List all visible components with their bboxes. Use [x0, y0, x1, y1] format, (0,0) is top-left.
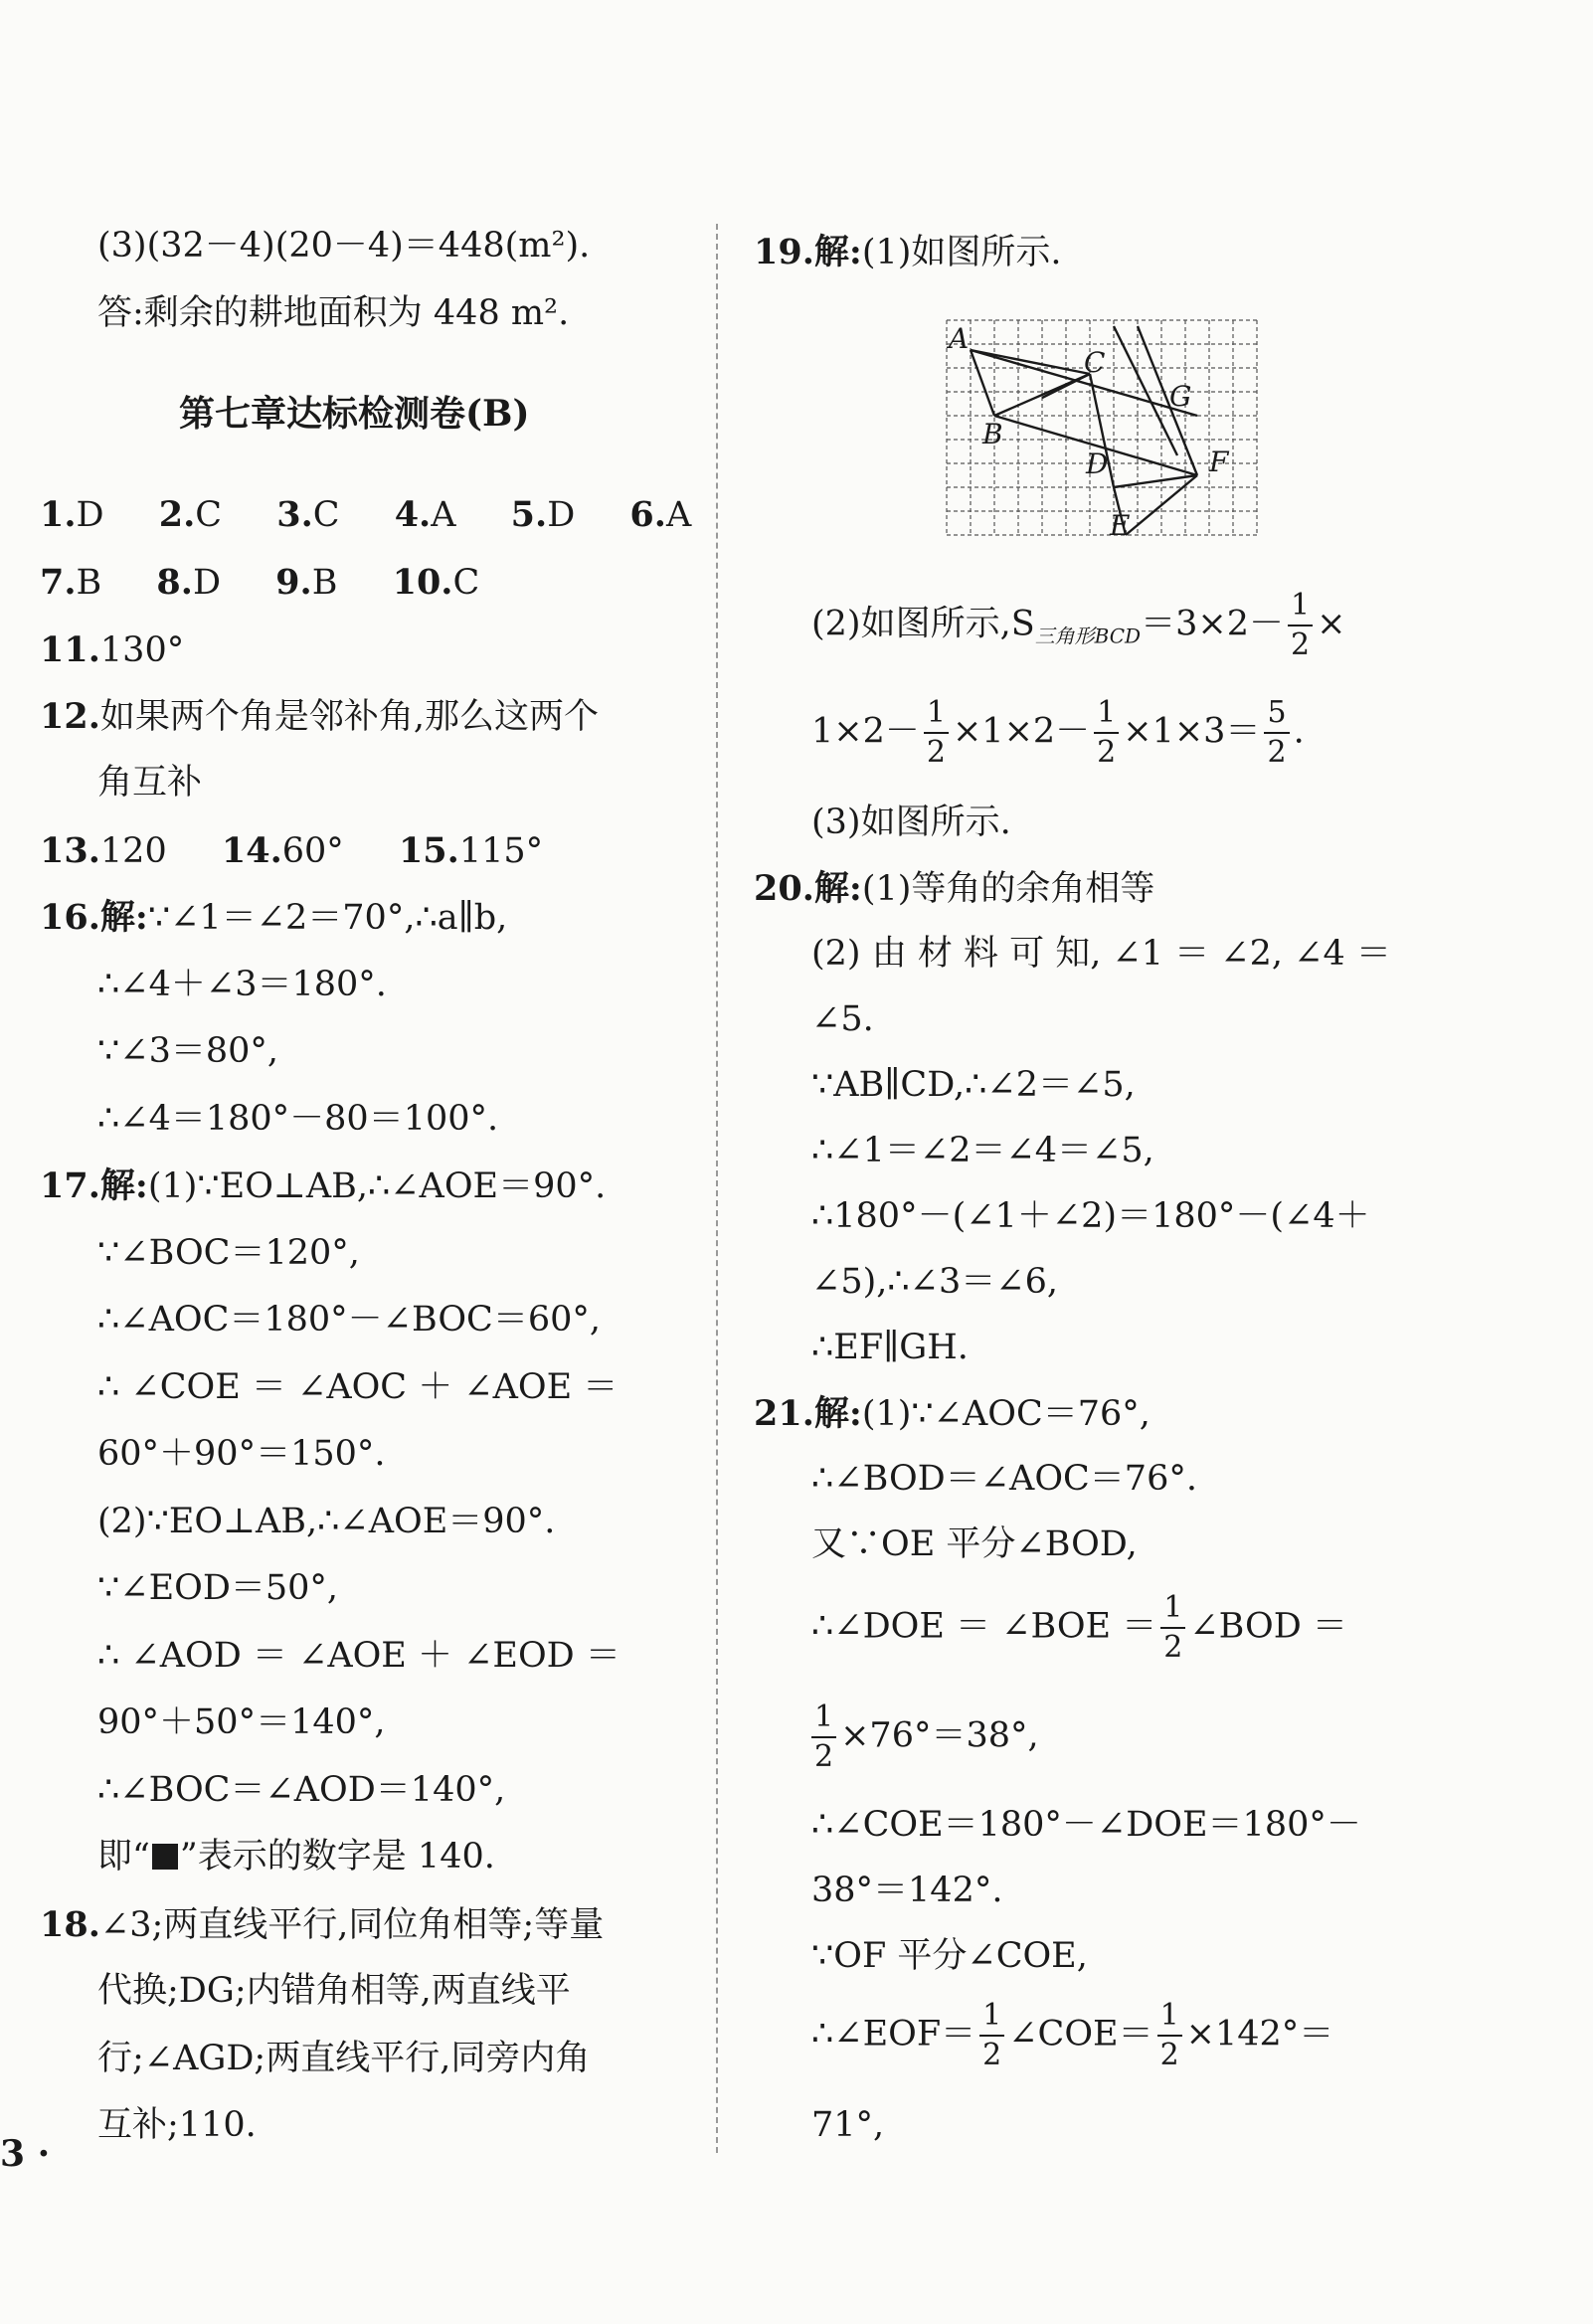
- text-line: ∴∠1＝∠2＝∠4＝∠5,: [811, 1131, 1154, 1170]
- text-line: 角互补: [97, 763, 203, 803]
- label-D: D: [1086, 447, 1109, 480]
- fraction: $\frac{1}{2}$: [979, 1997, 1004, 2074]
- fraction: $\frac{1}{2}$: [1288, 587, 1313, 664]
- text-line: ∴∠4＝180°－80＝100°.: [97, 1099, 499, 1139]
- text-line: ∵∠BOC＝120°,: [97, 1233, 360, 1273]
- q20-heading: 20.解:(1)等角的余角相等: [754, 868, 1155, 909]
- text-line: 行;∠AGD;两直线平行,同旁内角: [97, 2039, 591, 2078]
- q11-answer: 11.130°: [40, 629, 185, 670]
- text-line: ∴∠AOC＝180°－∠BOC＝60°,: [97, 1300, 601, 1340]
- formula-line: 1×2－ $\frac{1}{2}$ ×1×2－ $\frac{1}{2}$ ×1×3＝ $\frac{5}{2}$ .: [811, 695, 1305, 770]
- q17-heading: 17.解:(1)∵EO⊥AB,∴∠AOE＝90°.: [40, 1165, 607, 1206]
- text-line: ∴∠4＋∠3＝180°.: [97, 965, 387, 1004]
- grid-figure: [943, 316, 1261, 539]
- text-line: ∵∠EOD＝50°,: [97, 1568, 339, 1608]
- column-divider: [716, 224, 718, 2153]
- mc-answers-row-1: 1.D 2.C 3.C 4.A 5.D 6.A: [40, 494, 692, 535]
- label-A: A: [949, 322, 970, 355]
- text-line: 71°,: [811, 2105, 885, 2145]
- q13-15-answers: 13.120 14.60° 15.115°: [40, 830, 544, 871]
- q19-heading: 19.解:(1)如图所示.: [754, 232, 1062, 272]
- text-line: (3)(32－4)(20－4)＝448(m²).: [97, 226, 591, 266]
- text-line: ∵AB∥CD,∴∠2＝∠5,: [811, 1065, 1136, 1105]
- text-line: 又∵OE 平分∠BOD,: [811, 1524, 1138, 1564]
- text-line: 即“ ”表示的数字是 140.: [97, 1837, 495, 1877]
- formula-line: ∴∠DOE ＝ ∠BOE ＝ $\frac{1}{2}$ ∠BOD ＝: [811, 1590, 1347, 1665]
- label-F: F: [1209, 446, 1229, 478]
- text-line: ∴∠BOC＝∠AOD＝140°,: [97, 1770, 506, 1810]
- fraction: $\frac{1}{2}$: [924, 694, 949, 772]
- text-line: ∴EF∥GH.: [811, 1328, 969, 1367]
- text-line: ∴∠COE＝180°－∠DOE＝180°－: [811, 1805, 1361, 1845]
- q16-heading: 16.解:∵∠1＝∠2＝70°,∴a∥b,: [40, 897, 508, 938]
- fraction: $\frac{1}{2}$: [1160, 1589, 1185, 1667]
- text-line: ∴∠BOD＝∠AOC＝76°.: [811, 1459, 1197, 1499]
- text-line: ∴ ∠COE ＝ ∠AOC ＋ ∠AOE ＝: [97, 1367, 619, 1407]
- label-C: C: [1084, 346, 1106, 379]
- text-line: 互补;110.: [97, 2105, 257, 2145]
- formula-line: (2)如图所示$,S_{三角形BCD}=3\times 2-$ $\frac{1}{2}$ ×: [811, 588, 1346, 662]
- text-line: (2)∵EO⊥AB,∴∠AOE＝90°.: [97, 1502, 556, 1541]
- q12-answer: 12.如果两个角是邻补角,那么这两个: [40, 696, 600, 737]
- text-line: ∴180°－(∠1＋∠2)＝180°－(∠4＋: [811, 1196, 1370, 1236]
- fraction: $\frac{1}{2}$: [1157, 1997, 1182, 2074]
- text-line: 代换;DG;内错角相等,两直线平: [97, 1971, 571, 2011]
- text-line: ∵∠3＝80°,: [97, 1031, 279, 1071]
- text-line: 答:剩余的耕地面积为 448 m².: [97, 293, 570, 333]
- text-line: 90°＋50°＝140°,: [97, 1702, 386, 1742]
- label-B: B: [982, 418, 1003, 450]
- formula-line: ∴∠EOF＝ $\frac{1}{2}$ ∠COE＝ $\frac{1}{2}$ ×142°＝: [811, 1998, 1334, 2072]
- text-line: ∴ ∠AOD ＝ ∠AOE ＋ ∠EOD ＝: [97, 1636, 620, 1676]
- text-line: ∵OF 平分∠COE,: [811, 1936, 1088, 1976]
- text-line: ∠5.: [811, 999, 874, 1039]
- page-number: 3 ·: [0, 2133, 51, 2175]
- text-line: (3)如图所示.: [811, 803, 1011, 842]
- q21-heading: 21.解:(1)∵∠AOC＝76°,: [754, 1393, 1150, 1434]
- formula-line: $\frac{1}{2}$ ×76°＝38°,: [811, 1698, 1039, 1776]
- chapter-title: 第七章达标检测卷(B): [179, 393, 530, 435]
- text-line: (2) 由 材 料 可 知, ∠1 ＝ ∠2, ∠4 ＝: [811, 934, 1391, 974]
- mc-answers-row-2: 7.B 8.D 9.B 10.C: [40, 562, 480, 603]
- fraction: $\frac{1}{2}$: [1094, 694, 1119, 772]
- text-line: 60°＋90°＝150°.: [97, 1434, 386, 1474]
- fraction: $\frac{5}{2}$: [1264, 694, 1289, 772]
- label-G: G: [1169, 380, 1192, 413]
- text-line: ∠5),∴∠3＝∠6,: [811, 1262, 1058, 1302]
- fraction: $\frac{1}{2}$: [811, 1698, 836, 1776]
- black-square-icon: [152, 1844, 178, 1870]
- label-E: E: [1110, 509, 1131, 539]
- text-line: 38°＝142°.: [811, 1871, 1003, 1910]
- q18-heading: 18.∠3;两直线平行,同位角相等;等量: [40, 1904, 605, 1945]
